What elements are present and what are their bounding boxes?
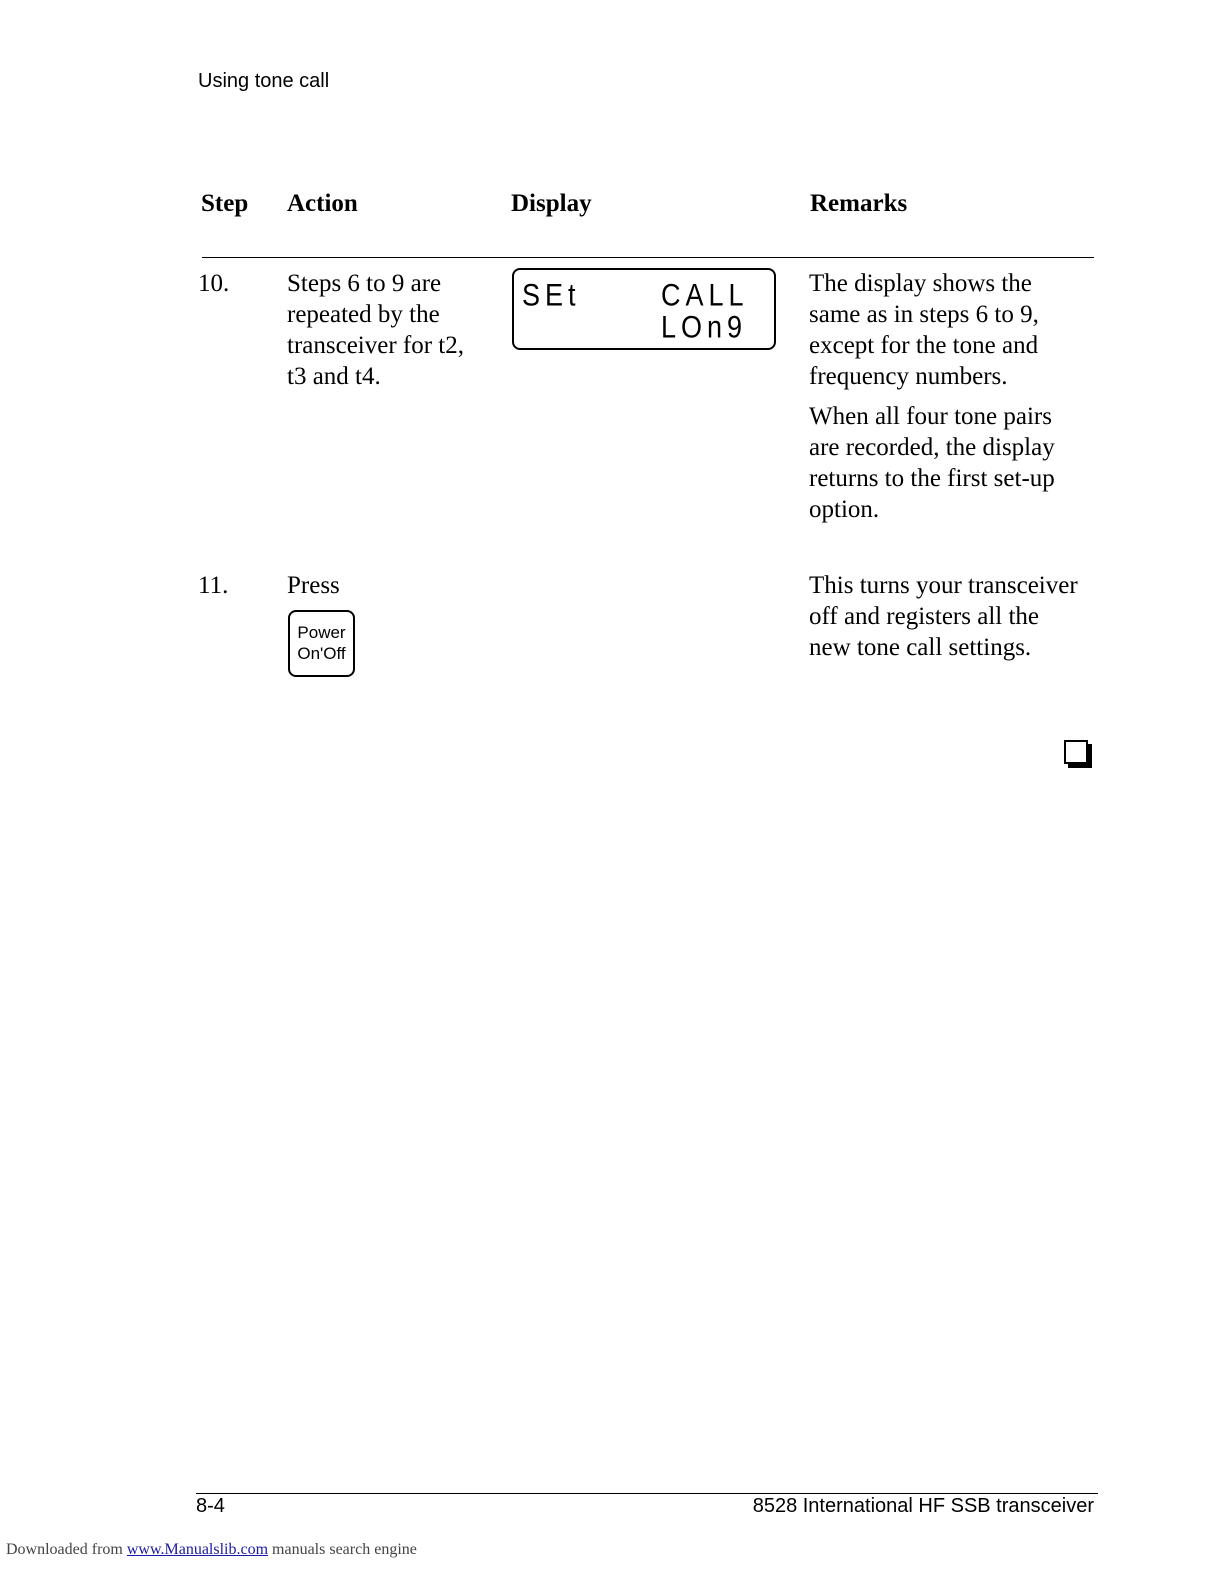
lcd-line1-right: CALL: [661, 278, 749, 313]
header-step: Step: [201, 190, 249, 217]
running-head: Using tone call: [198, 70, 330, 92]
action-text-10: Steps 6 to 9 are repeated by the transceiver for t2, t3 and t4.: [287, 270, 465, 390]
remarks-11: [809, 570, 1084, 663]
header-display: Display: [511, 190, 592, 217]
manualslib-link[interactable]: www.Manualslib.com: [126, 1541, 269, 1558]
download-suffix: manuals search engine: [272, 1541, 417, 1558]
download-prefix: Downloaded from: [6, 1541, 123, 1558]
table-header-rule: [202, 257, 1094, 258]
step-number-10: 10.: [198, 270, 230, 297]
download-notice: [6, 1541, 417, 1559]
remarks-paragraph: The display shows the same as in steps 6 to 9, except for the tone and frequency numbers.: [809, 270, 1039, 390]
key-label-line1: Power: [297, 623, 346, 642]
end-of-section-icon: [1064, 740, 1088, 764]
remarks-10: [809, 268, 1084, 525]
lcd-line1-left: SEt: [522, 278, 581, 313]
power-on-off-key-icon: [288, 610, 355, 677]
action-text-11: Press: [287, 572, 340, 599]
footer-title: 8528 International HF SSB transceiver: [752, 1495, 1094, 1517]
lcd-line2-right: LOn9: [661, 310, 748, 345]
remarks-paragraph: This turns your transceiver off and registers all the new tone call settings.: [809, 572, 1078, 661]
key-label-line2: On'Off: [297, 644, 346, 663]
header-action: Action: [287, 190, 358, 217]
header-remarks: Remarks: [810, 190, 908, 217]
footer-rule: [196, 1493, 1098, 1494]
lcd-display: [512, 268, 776, 350]
page-number: 8-4: [196, 1495, 225, 1517]
remarks-paragraph: When all four tone pairs are recorded, the display returns to the first set-up option.: [809, 403, 1055, 523]
step-number-11: 11.: [198, 572, 229, 599]
